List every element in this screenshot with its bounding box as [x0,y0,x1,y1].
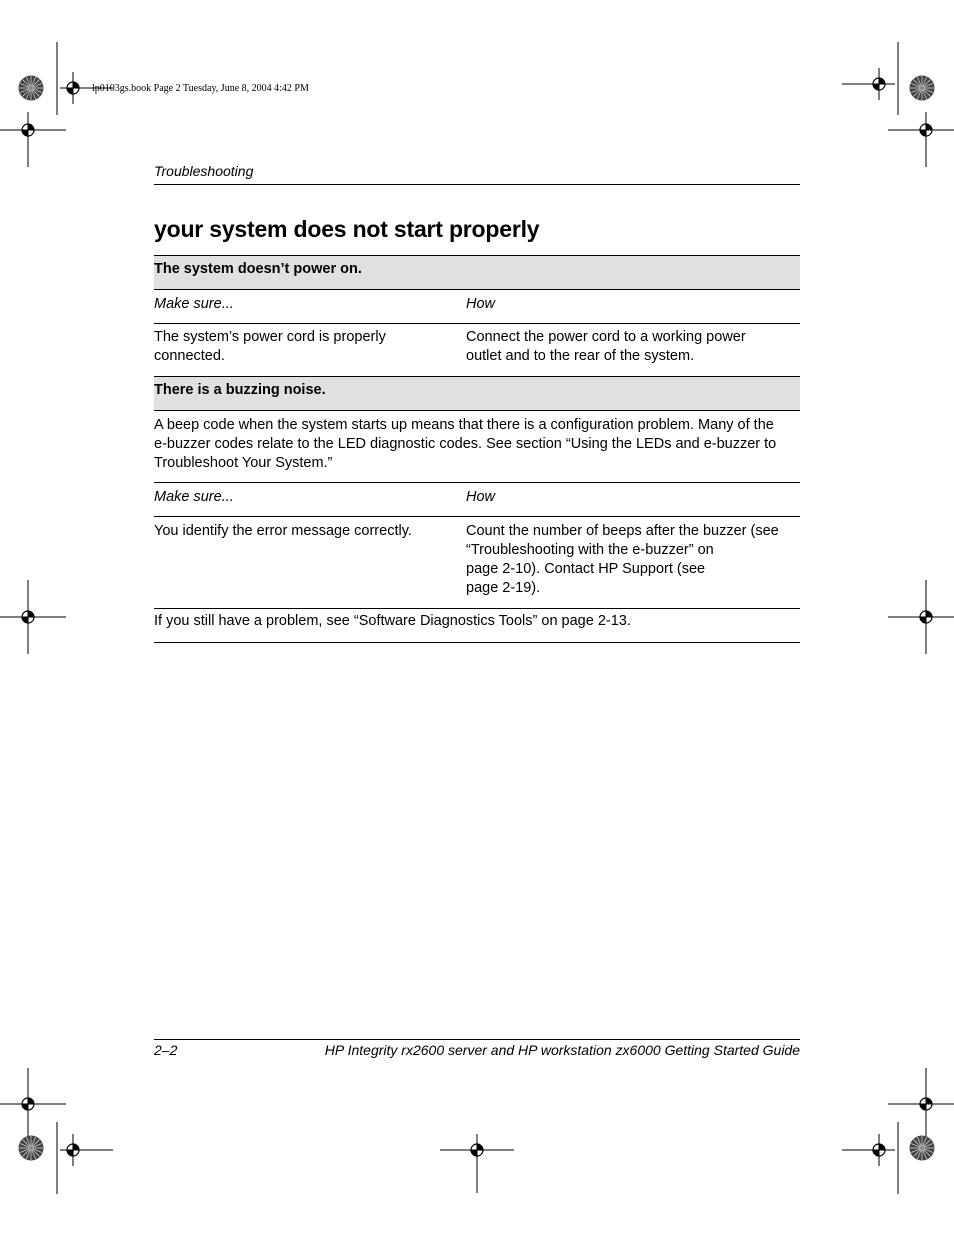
starburst-target-icon [19,1136,44,1161]
table2-col-make-sure: Make sure... [154,489,234,505]
table1-row-make-sure [154,328,454,366]
text-line: You identify the error message correctly. [154,523,412,539]
registration-mark-icon [916,1094,936,1114]
registration-mark-icon [916,607,936,627]
table1-col-make-sure: Make sure... [154,296,234,312]
starburst-target-icon [910,76,935,101]
book-info-line: lp0103gs.book Page 2 Tuesday, June 8, 2004 4:42 PM [92,83,309,94]
text-line: connected. [154,348,225,364]
registration-mark-icon [467,1140,487,1160]
table2-header: There is a buzzing noise. [154,382,326,398]
table2-bottom-rule [154,642,800,643]
text-line: page 2-19). [466,580,541,596]
table1-colhead-rule [154,323,800,324]
footer-rule [154,1039,800,1040]
guide-title: HP Integrity rx2600 server and HP workstation zx6000 Getting Started Guide [324,1042,800,1058]
text-line: outlet and to the rear of the system. [466,348,695,364]
table2-col-how: How [466,489,496,505]
registration-mark-icon [18,120,38,140]
text-line: Count the number of beeps after the buzzer (see [466,523,779,539]
table1-header-rule [154,289,800,290]
text-line: “Troubleshooting with the e-buzzer” on [466,542,714,558]
page-number: 2–2 [154,1042,178,1058]
text-line: Troubleshoot Your System.” [154,455,333,471]
table2-top-rule [154,376,800,377]
text-line: The system’s power cord is properly [154,329,386,345]
table2-row-make-sure [154,522,454,541]
registration-mark-icon [869,74,889,94]
registration-mark-icon [18,1094,38,1114]
table1-top-rule [154,255,800,256]
text-line: e-buzzer codes relate to the LED diagnostic codes. See section “Using the LEDs and e-buzzer to [154,436,777,452]
page-title: your system does not start properly [154,216,540,242]
table1-row-how [466,328,800,366]
running-head: Troubleshooting [154,163,254,179]
text-line: A beep code when the system starts up means that there is a configuration problem. Many of the [154,417,774,433]
registration-mark-icon [18,607,38,627]
registration-mark-icon [63,1140,83,1160]
table2-footer-note: If you still have a problem, see “Software Diagnostics Tools” on page 2-13. [154,613,631,629]
registration-mark-icon [63,78,83,98]
text-line: page 2-10). Contact HP Support (see [466,561,706,577]
registration-mark-icon [916,120,936,140]
table2-intro [154,416,800,473]
registration-mark-icon [869,1140,889,1160]
table2-header-rule [154,410,800,411]
table2-colhead-rule [154,516,800,517]
text-line: Connect the power cord to a working power [466,329,746,345]
table2-row-how [466,522,800,598]
table2-row-rule [154,608,800,609]
table1-header: The system doesn’t power on. [154,261,362,277]
starburst-target-icon [19,76,44,101]
header-rule [154,184,800,185]
starburst-target-icon [910,1136,935,1161]
table2-intro-rule [154,482,800,483]
table1-col-how: How [466,296,496,312]
